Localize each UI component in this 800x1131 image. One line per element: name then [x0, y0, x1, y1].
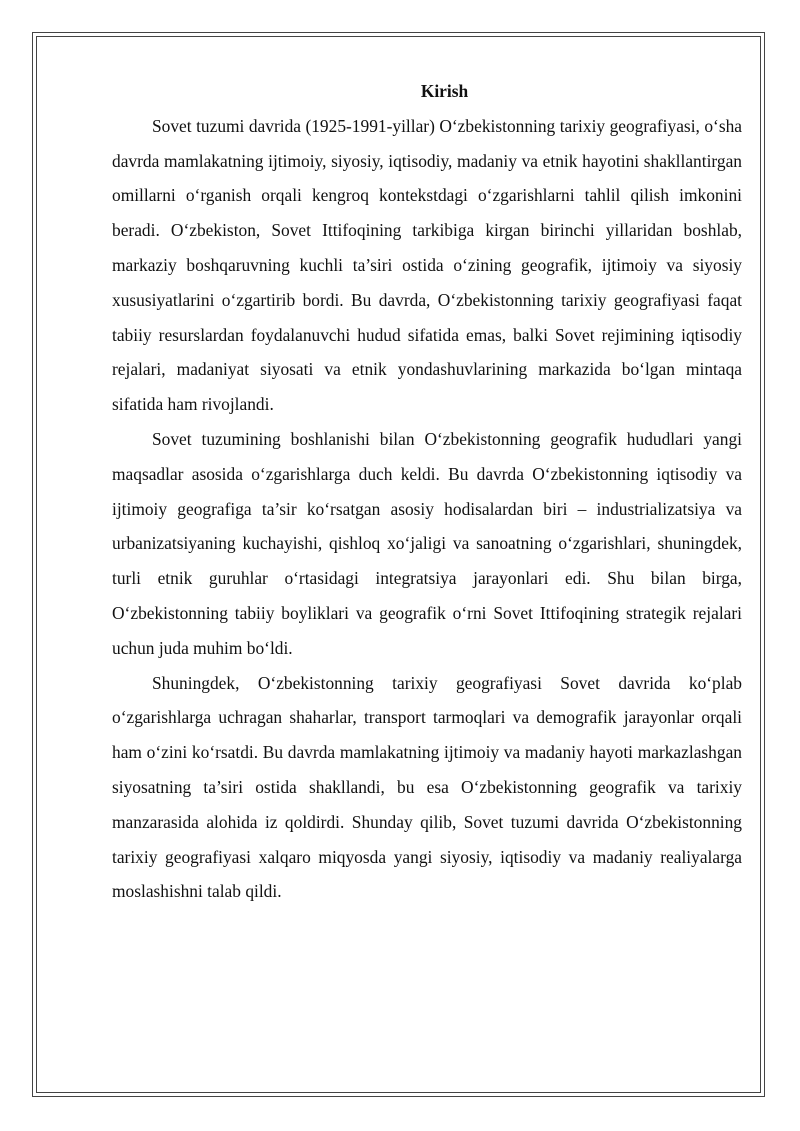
paragraph-3: Shuningdek, O‘zbekistonning tarixiy geografiyasi Sovet davrida ko‘plab o‘zgarishlarga uchragan shaharlar, transport tarmoqlari va demografik jarayonlar orqali ham o‘zini ko‘rsatdi. Bu davrda mamlakatning ijtimoiy va madaniy hayoti markazlashgan siyosatning ta’siri ostida shakllandi, bu esa O‘zbekistonning geografik va tarixiy manzarasida alohida iz qoldirdi. Shunday qilib, Sovet tuzumi davrida O‘zbekistonning tarixiy geografiyasi xalqaro miqyosda yangi siyosiy, iqtisodiy va madaniy realiyalarga moslashishni talab qildi. — [112, 672, 742, 902]
document-title: Kirish — [420, 81, 469, 101]
document-body — [112, 74, 742, 909]
paragraph-1: Sovet tuzumi davrida (1925-1991-yillar) O‘zbekistonning tarixiy geografiyasi, o‘sha davrda mamlakatning ijtimoiy, siyosiy, iqtisodiy, madaniy va etnik hayotini shakllantirgan omillarni o‘rganish orqali kengroq kontekstdagi o‘zgarishlarni tahlil qilish imkonini beradi. O‘zbekiston, Sovet Ittifoqining tarkibiga kirgan birinchi yillaridan boshlab, markaziy boshqaruvning kuchli ta’siri ostida o‘zining geografik, ijtimoiy va siyosiy xususiyatlarini o‘zgartirib bordi. Bu davrda, O‘zbekistonning tarixiy geografiyasi faqat tabiiy resurslardan foydalanuvchi hudud sifatida emas, balki Sovet rejimining iqtisodiy rejalari, madaniyat siyosati va etnik yondashuvlarining markazida bo‘lgan mintaqa sifatida ham rivojlandi. — [112, 115, 742, 415]
paragraph-2: Sovet tuzumining boshlanishi bilan O‘zbekistonning geografik hududlari yangi maqsadlar asosida o‘zgarishlarga duch keldi. Bu davrda O‘zbekistonning iqtisodiy va ijtimoiy geografiga ta’sir ko‘rsatgan asosiy hodisalardan biri – industrializatsiya va urbanizatsiyaning kuchayishi, qishloq xo‘jaligi va sanoatning o‘zgarishlari, shuningdek, turli etnik guruhlar o‘rtasidagi integratsiya jarayonlari edi. Shu bilan birga, O‘zbekistonning tabiiy boyliklari va geografik o‘rni Sovet Ittifoqining strategik rejalari uchun juda muhim bo‘ldi. — [112, 428, 742, 658]
